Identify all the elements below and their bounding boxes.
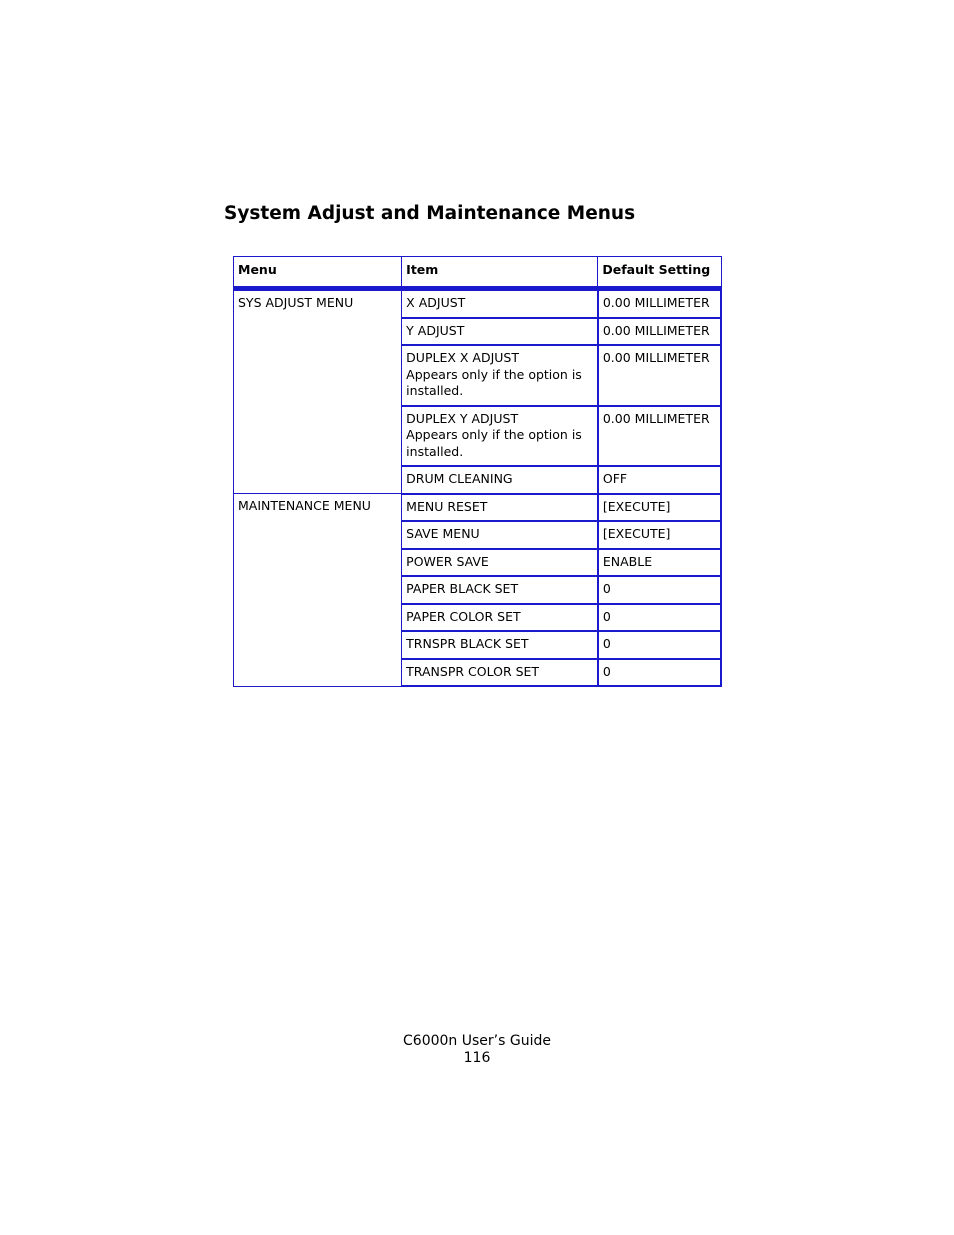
guide-title: C6000n User’s Guide xyxy=(403,1033,551,1049)
item-cell xyxy=(402,289,598,318)
default-setting-cell: 0 xyxy=(598,659,721,687)
table-row xyxy=(234,289,722,318)
settings-table xyxy=(233,256,722,687)
header-item: Item xyxy=(402,257,598,289)
item-cell xyxy=(402,406,598,467)
item-label: DUPLEX X ADJUST xyxy=(406,350,520,365)
menu-name-cell: SYS ADJUST MENU xyxy=(234,289,402,494)
default-setting-cell: 0 xyxy=(598,576,721,604)
item-label: PAPER COLOR SET xyxy=(406,608,521,624)
default-setting-cell: 0 xyxy=(598,631,721,659)
default-setting-cell: [EXECUTE] xyxy=(598,494,721,522)
item-cell xyxy=(402,494,598,522)
page-title: System Adjust and Maintenance Menus xyxy=(224,203,636,224)
item-cell xyxy=(402,466,598,494)
item-label: POWER SAVE xyxy=(406,553,489,569)
default-setting-cell: 0 xyxy=(598,604,721,632)
item-cell xyxy=(402,549,598,577)
item-label: MENU RESET xyxy=(406,498,488,514)
item-label: DUPLEX Y ADJUST xyxy=(406,410,519,426)
menu-name-cell: MAINTENANCE MENU xyxy=(234,494,402,687)
table-row xyxy=(234,494,722,522)
item-note: Appears only if the option is installed. xyxy=(406,366,582,398)
item-cell xyxy=(402,345,598,406)
item-cell xyxy=(402,318,598,346)
default-setting-cell: 0.00 MILLIMETER xyxy=(598,318,721,346)
item-cell xyxy=(402,604,598,632)
item-cell xyxy=(402,631,598,659)
item-cell xyxy=(402,576,598,604)
default-setting-cell: 0.00 MILLIMETER xyxy=(598,406,721,467)
item-label: TRNSPR BLACK SET xyxy=(406,636,529,651)
item-label: TRANSPR COLOR SET xyxy=(406,663,540,679)
item-label: Y ADJUST xyxy=(406,322,465,338)
default-setting-cell: 0.00 MILLIMETER xyxy=(598,289,721,318)
item-label: X ADJUST xyxy=(406,295,466,310)
item-label: SAVE MENU xyxy=(406,526,480,541)
page-footer xyxy=(0,1033,954,1067)
default-setting-cell: ENABLE xyxy=(598,549,721,577)
table-header-row xyxy=(234,257,722,289)
item-label: PAPER BLACK SET xyxy=(406,581,519,596)
item-note: Appears only if the option is installed. xyxy=(406,427,582,459)
header-default-setting: Default Setting xyxy=(598,257,721,289)
item-cell xyxy=(402,521,598,549)
item-cell xyxy=(402,659,598,687)
table-body xyxy=(234,289,722,687)
default-setting-cell: OFF xyxy=(598,466,721,494)
default-setting-cell: 0.00 MILLIMETER xyxy=(598,345,721,406)
header-menu: Menu xyxy=(234,257,402,289)
item-label: DRUM CLEANING xyxy=(406,471,513,486)
page-number: 116 xyxy=(463,1050,491,1066)
default-setting-cell: [EXECUTE] xyxy=(598,521,721,549)
